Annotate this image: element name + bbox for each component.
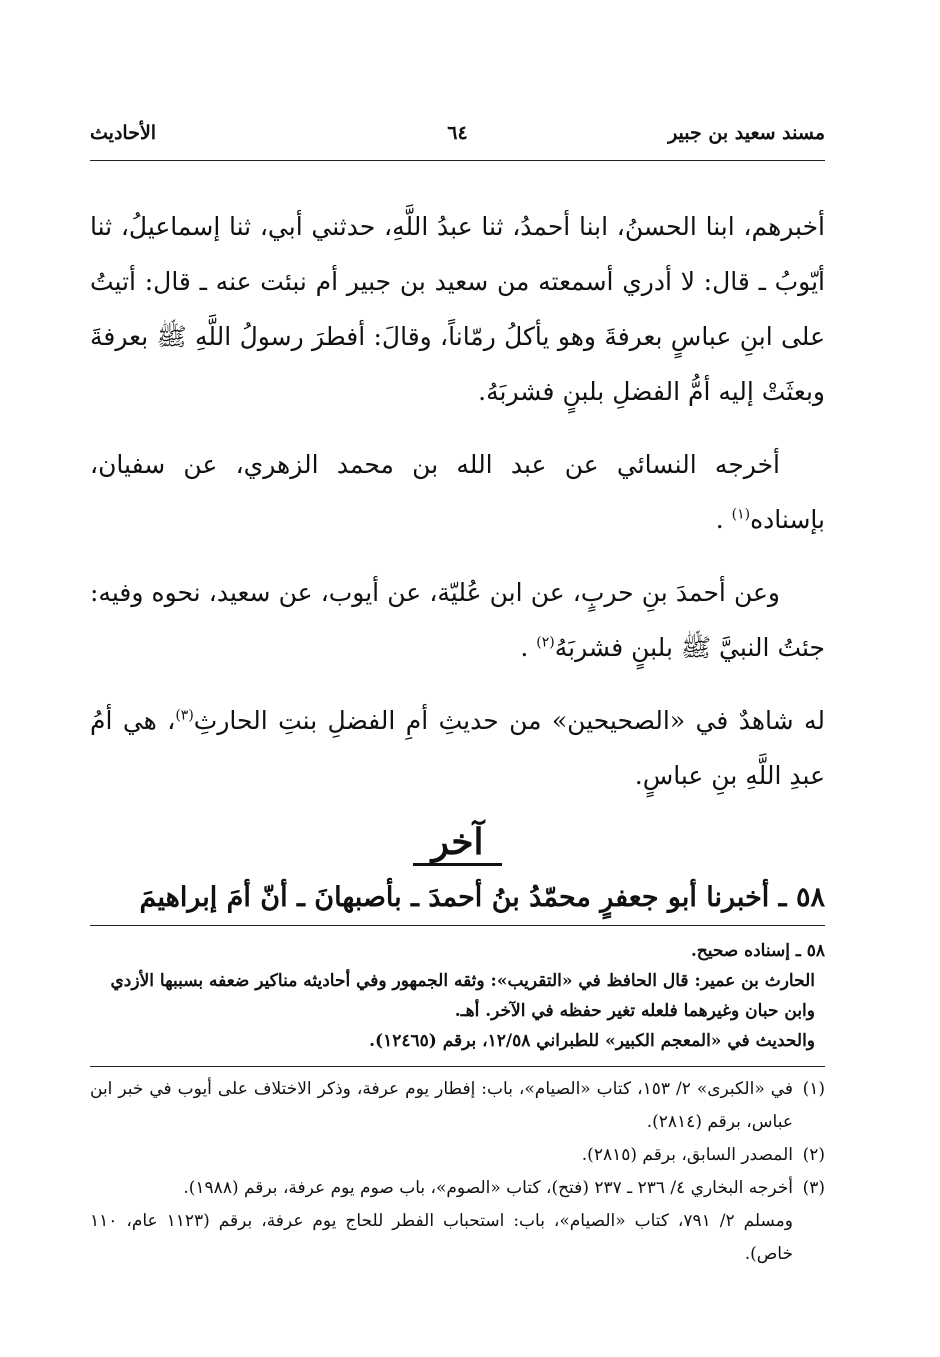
page <box>90 120 825 1271</box>
footnote-text: في «الكبرى» ٢/ ١٥٣، كتاب «الصيام»، باب: إفطار يوم عرفة، وذكر الاختلاف على أيوب في خبر ابن عباس، برقم (٢٨١٤). <box>90 1079 794 1132</box>
running-header <box>90 120 825 161</box>
footnote-ref-2[interactable]: (٢) <box>536 634 555 651</box>
witness-text: له شاهدٌ في «الصحيحين» من حديثِ أمِ الفضلِ بنتِ الحارثِ <box>193 706 825 735</box>
footnote-item <box>90 1172 825 1205</box>
footnote-ref-3[interactable]: (٣) <box>175 707 194 724</box>
section-name: الأحاديث <box>90 122 157 144</box>
main-text <box>90 199 825 803</box>
footnote-item <box>90 1139 825 1172</box>
page-number: ٦٤ <box>447 122 468 144</box>
takhrij-text-1: أخرجه النسائي عن عبد الله بن محمد الزهري، عن سفيان، بإسناده <box>90 450 825 534</box>
footnote-continuation: ومسلم ٢/ ٧٩١، كتاب «الصيام»، باب: استحباب الفطر للحاج يوم عرفة، برقم (١١٢٣ عام، ١١٠ خاص). <box>90 1211 793 1264</box>
footnote-number: (٣) <box>802 1178 825 1198</box>
footnote-text: المصدر السابق، برقم (٢٨١٥). <box>581 1145 793 1165</box>
takhrij-paragraph-1: أخرجه النسائي عن عبد الله بن محمد الزهري، عن سفيان، بإسناده$^{(١)}$ . <box>90 450 825 534</box>
footnote-number: (٢) <box>802 1145 825 1165</box>
footnotes <box>90 1073 825 1271</box>
note-line: ٥٨ ـ إسناده صحيح. <box>690 941 825 961</box>
hadith-body-paragraph: أخبرهم، ابنا الحسنُ، ابنا أحمدُ، ثنا عبدُ اللَّهِ، حدثني أبي، ثنا إسماعيلُ، ثنا أيّوبُ ـ قال: لا أدري أسمعته من سعيد بن جبير أم نبئت عنه ـ قال: أتيتُ على ابنِ عباسٍ بعرفةَ وهو يأكلُ رمّاناً، وقالَ: أفطرَ رسولُ اللَّهِ ﷺ بعرفةَ وبعثَتْ إليه أمُّ الفضلِ بلبنٍ فشربَهُ. <box>90 212 825 406</box>
footnote-divider <box>90 1066 825 1067</box>
witness-paragraph: له شاهدٌ في «الصحيحين» من حديثِ أمِ الفضلِ بنتِ الحارثِ$^{(٣)}$، هي أمُ عبدِ اللَّهِ بنِ عباسٍ. <box>90 706 825 790</box>
footnote-number: (١) <box>802 1079 825 1099</box>
note-line: الحارث بن عمير: قال الحافظ في «التقريب»: وثقه الجمهور وفي أحاديثه مناكير ضعفه بسببها الأزدي وابن حبان وغيرهما فلعله تغير حفظه في الآخر. أهـ. <box>110 971 815 1021</box>
footnote-text: أخرجه البخاري ٤/ ٢٣٦ ـ ٢٣٧ (فتح)، كتاب «الصوم»، باب صوم يوم عرفة، برقم (١٩٨٨). <box>183 1178 793 1198</box>
grading-notes <box>90 936 825 1056</box>
note-line: والحديث في «المعجم الكبير» للطبراني ١٢/٥٨، برقم (١٢٤٦٥). <box>369 1031 815 1051</box>
takhrij-text-2: وعن أحمدَ بنِ حربٍ، عن ابن عُليّة، عن أيوب، عن سعيد، نحوه وفيه: جئتُ النبيَّ ﷺ بلبنٍ فشربَهُ <box>90 578 825 662</box>
takhrij-paragraph-2: وعن أحمدَ بنِ حربٍ، عن ابن عُليّة، عن أيوب، عن سعيد، نحوه وفيه: جئتُ النبيَّ ﷺ بلبنٍ فشربَهُ$^{(٢)}$ . <box>90 578 825 662</box>
hadith-58-start: ٥٨ ـ أخبرنا أبو جعفرٍ محمّدُ بنُ أحمدَ ـ بأصبهانَ ـ أنّ أمَ إبراهيمَ <box>90 873 825 926</box>
footnote-item <box>90 1073 825 1139</box>
section-heading: آخر <box>90 821 825 863</box>
footnote-ref-1[interactable]: (١) <box>731 506 751 523</box>
book-title: مسند سعيد بن جبير <box>668 122 825 144</box>
